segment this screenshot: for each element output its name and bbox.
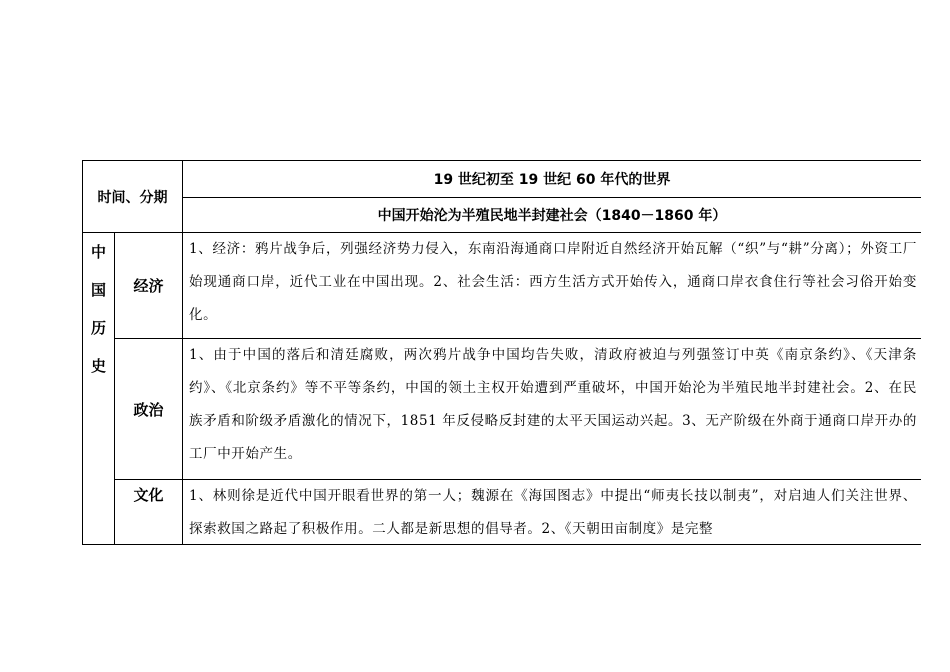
topic-economy: 经济 bbox=[115, 233, 183, 339]
side-char: 国 bbox=[90, 281, 106, 299]
china-history-side-label bbox=[83, 233, 115, 545]
side-char: 历 bbox=[90, 319, 106, 337]
side-char: 中 bbox=[90, 243, 106, 261]
era-subtitle-cell: 中国开始沦为半殖民地半封建社会（1840－1860 年） bbox=[183, 198, 922, 233]
table-row-economy bbox=[83, 233, 922, 339]
table-row-culture bbox=[83, 480, 922, 545]
history-table bbox=[82, 160, 921, 545]
culture-cell bbox=[183, 480, 922, 545]
period-header-cell: 时间、分期 bbox=[83, 161, 183, 233]
culture-text: 1、林则徐是近代中国开眼看世界的第一人；魏源在《海国图志》中提出“师夷长技以制夷”，对启迪人们关注世界、探索救国之路起了积极作用。二人都是新思想的倡导者。2、《天朝田亩制度》是完整 bbox=[189, 488, 917, 537]
table-header-row bbox=[83, 161, 922, 198]
side-char: 史 bbox=[90, 357, 106, 375]
economy-text: 1、经济：鸦片战争后，列强经济势力侵入，东南沿海通商口岸附近自然经济开始瓦解（“织”与“耕”分离）；外资工厂始现通商口岸，近代工业在中国出现。2、社会生活：西方生活方式开始传入，通商口岸衣食住行等社会习俗开始变化。 bbox=[183, 233, 922, 339]
table-subheader-row bbox=[83, 198, 922, 233]
politics-text: 1、由于中国的落后和清廷腐败，两次鸦片战争中国均告失败，清政府被迫与列强签订中英《南京条约》、《天津条约》、《北京条约》等不平等条约，中国的领土主权开始遭到严重破坏，中国开始沦为半殖民地半封建社会。2、在民族矛盾和阶级矛盾激化的情况下，1851 年反侵略反封建的太平天国运动兴起。3、无产阶级在外商于通商口岸开办的工厂中开始产生。 bbox=[183, 339, 922, 480]
topic-politics: 政治 bbox=[115, 339, 183, 480]
table-row-politics bbox=[83, 339, 922, 480]
topic-culture: 文化 bbox=[115, 480, 183, 545]
history-table-page bbox=[82, 160, 921, 552]
era-title-cell: 19 世纪初至 19 世纪 60 年代的世界 bbox=[183, 161, 922, 198]
